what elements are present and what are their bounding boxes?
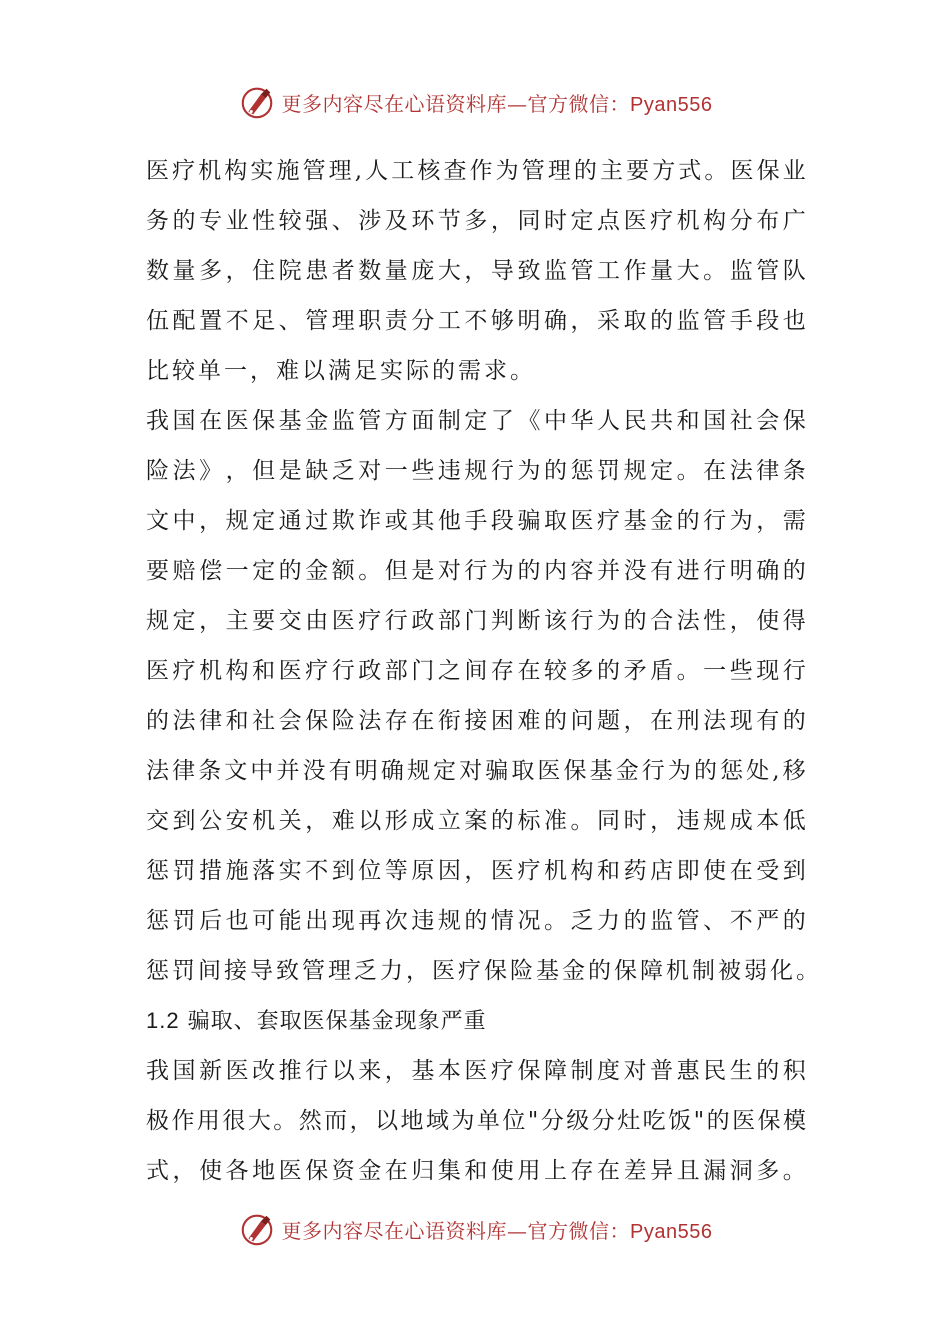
text-line-content: 式 ， 使 各 地 医 保 资 金 在 归 集 和 使 用 上 存 在 差 异 且 漏 洞 多 。 bbox=[146, 1158, 806, 1184]
text-line bbox=[146, 546, 806, 596]
text-line bbox=[146, 696, 806, 746]
text-line bbox=[146, 1146, 806, 1196]
text-line-content: 惩罚间接导致管理乏力，医疗保险基金的保障机制被弱化。 bbox=[146, 958, 822, 984]
text-line bbox=[146, 296, 806, 346]
banner-text bbox=[282, 88, 713, 117]
text-line bbox=[146, 496, 806, 546]
text-line-content: 惩 罚 措 施 落 实 不 到 位 等 原 因 ， 医 疗 机 构 和 药 店 即 使 在 受 到 bbox=[146, 858, 806, 884]
text-line bbox=[146, 846, 806, 896]
text-line-content: 我 国 新 医 改 推 行 以 来 ， 基 本 医 疗 保 障 制 度 对 普 惠 民 生 的 积 bbox=[146, 1058, 806, 1084]
text-line-content: 法 律 条 文 中 并 没 有 明 确 规 定 对 骗 取 医 保 基 金 行 为 的 惩 处 , 移 bbox=[146, 758, 806, 784]
text-line bbox=[146, 946, 822, 996]
text-line-content: 医 疗 机 构 实 施 管 理 , 人 工 核 查 作 为 管 理 的 主 要 方 式 。 医 保 业 bbox=[146, 158, 806, 184]
text-line-content: 的 法 律 和 社 会 保 险 法 存 在 衔 接 困 难 的 问 题 ， 在 刑 法 现 有 的 bbox=[146, 708, 806, 734]
text-line bbox=[146, 596, 806, 646]
text-line bbox=[146, 196, 806, 246]
banner-label: 更多内容尽在心语资料库—官方微信： bbox=[281, 1218, 631, 1243]
text-line-content: 数 量 多 ， 住 院 患 者 数 量 庞 大 ， 导 致 监 管 工 作 量 大 。 监 管 队 bbox=[146, 258, 806, 284]
text-line bbox=[146, 796, 806, 846]
pen-nib-logo-icon bbox=[238, 1210, 276, 1248]
text-line-content: 极 作 用 很 大 。 然 而 ， 以 地 域 为 单 位 " 分 级 分 灶 吃 饭 " 的 医 保 模 bbox=[146, 1108, 806, 1134]
text-line-content: 伍 配 置 不 足 、 管 理 职 责 分 工 不 够 明 确 ， 采 取 的 监 管 手 段 也 bbox=[146, 308, 806, 334]
text-line bbox=[146, 246, 806, 296]
document-body bbox=[146, 146, 822, 1196]
banner-text bbox=[282, 1215, 713, 1244]
text-line-content: 务 的 专 业 性 较 强 、 涉 及 环 节 多 ， 同 时 定 点 医 疗 机 构 分 布 广 bbox=[146, 208, 806, 234]
section-title: 骗取、套取医保基金现象严重 bbox=[187, 1009, 487, 1034]
text-line bbox=[146, 746, 806, 796]
section-number: 1.2 bbox=[146, 1008, 180, 1033]
banner-label: 更多内容尽在心语资料库—官方微信： bbox=[281, 91, 631, 116]
text-line-content: 比较单一，难以满足实际的需求。 bbox=[146, 358, 536, 384]
header-banner bbox=[0, 82, 950, 122]
text-line-content: 医 疗 机 构 和 医 疗 行 政 部 门 之 间 存 在 较 多 的 矛 盾 。 一 些 现 行 bbox=[146, 658, 806, 684]
text-line bbox=[146, 1046, 806, 1096]
text-line-content: 要 赔 偿 一 定 的 金 额 。 但 是 对 行 为 的 内 容 并 没 有 进 行 明 确 的 bbox=[146, 558, 806, 584]
pen-nib-logo-icon bbox=[238, 83, 276, 121]
text-line-content: 我 国 在 医 保 基 金 监 管 方 面 制 定 了 《 中 华 人 民 共 和 国 社 会 保 bbox=[146, 408, 806, 434]
text-line-content: 文 中 ， 规 定 通 过 欺 诈 或 其 他 手 段 骗 取 医 疗 基 金 的 行 为 ， 需 bbox=[146, 508, 806, 534]
text-line bbox=[146, 446, 806, 496]
text-line-content: 交 到 公 安 机 关 ， 难 以 形 成 立 案 的 标 准 。 同 时 ， 违 规 成 本 低 bbox=[146, 808, 806, 834]
section-heading bbox=[146, 996, 806, 1046]
text-line bbox=[146, 646, 806, 696]
text-line-content: 规 定 ， 主 要 交 由 医 疗 行 政 部 门 判 断 该 行 为 的 合 法 性 ， 使 得 bbox=[146, 608, 806, 634]
text-line bbox=[146, 1096, 806, 1146]
text-line bbox=[146, 346, 806, 396]
footer-banner bbox=[0, 1209, 950, 1249]
banner-wechat-id: Pyan556 bbox=[630, 1220, 713, 1243]
banner-wechat-id: Pyan556 bbox=[630, 93, 713, 116]
text-line bbox=[146, 396, 806, 446]
text-line bbox=[146, 146, 806, 196]
text-line bbox=[146, 896, 806, 946]
text-line-content: 险 法 》 ， 但 是 缺 乏 对 一 些 违 规 行 为 的 惩 罚 规 定 。 在 法 律 条 bbox=[146, 458, 806, 484]
text-line-content: 惩 罚 后 也 可 能 出 现 再 次 违 规 的 情 况 。 乏 力 的 监 管 、 不 严 的 bbox=[146, 908, 806, 934]
